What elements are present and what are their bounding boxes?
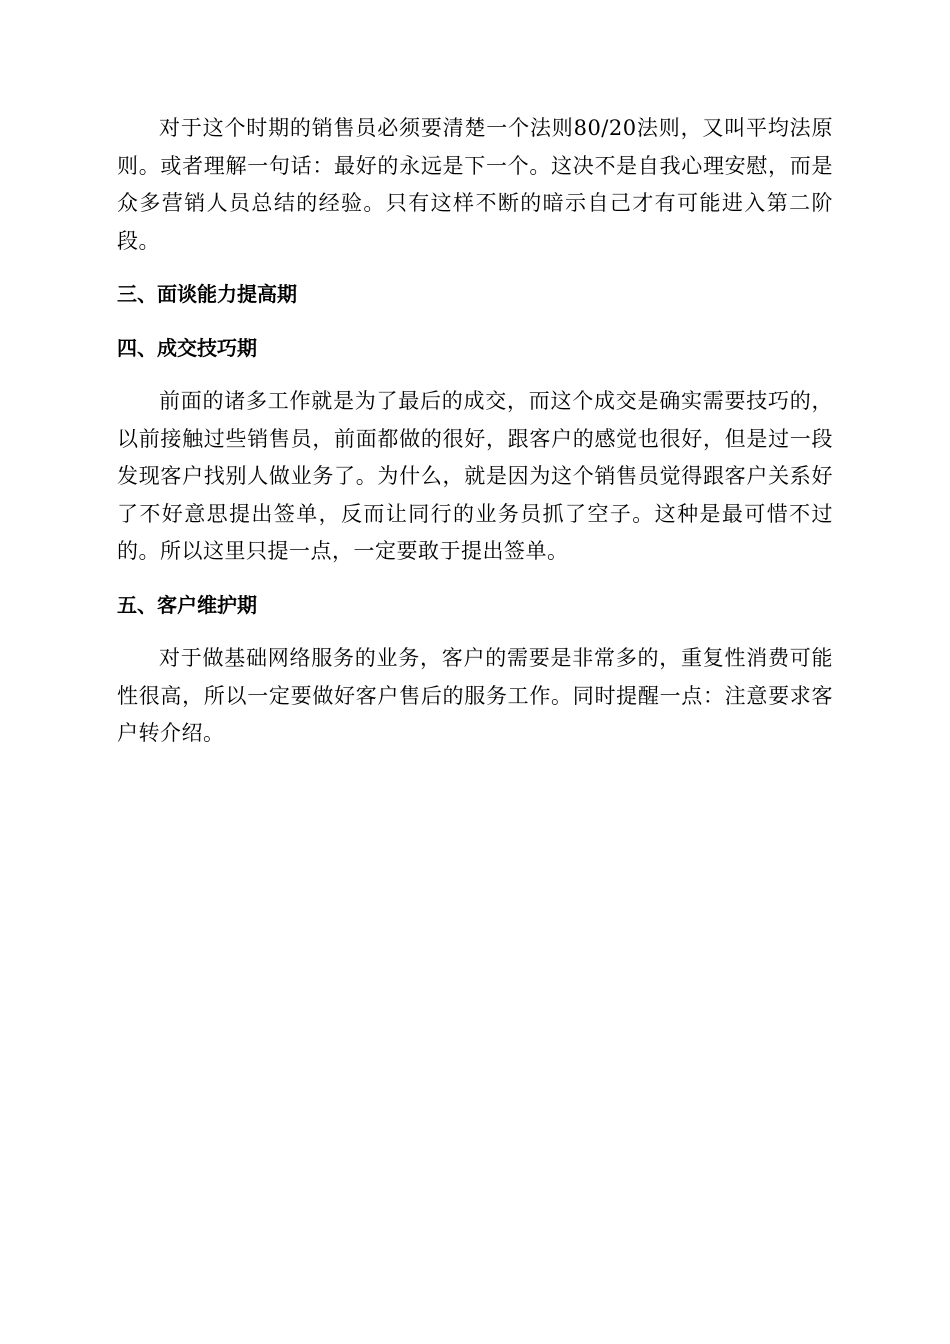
heading-interview-skill: 三、面谈能力提高期 bbox=[117, 282, 297, 306]
paragraph-sales-rule: 对于这个时期的销售员必须要清楚一个法则80/20法则，又叫平均法原则。或者理解一句话：最好的永远是下一个。这决不是自我心理安慰，而是众多营销人员总结的经验。只有这样不断的暗示自己才有可能进入第二阶段。 bbox=[117, 116, 833, 253]
paragraph-closing: 前面的诸多工作就是为了最后的成交，而这个成交是确实需要技巧的，以前接触过些销售员，前面都做的很好，跟客户的感觉也很好，但是过一段发现客户找别人做业务了。为什么，就是因为这个销售员觉得跟客户关系好了不好意思提出签单，反而让同行的业务员抓了空子。这种是最可惜不过的。所以这里只提一点，一定要敢于提出签单。 bbox=[117, 389, 833, 563]
heading-customer-maintenance: 五、客户维护期 bbox=[117, 592, 257, 617]
heading-closing-skill: 四、成交技巧期 bbox=[117, 335, 257, 360]
document-body bbox=[117, 110, 833, 769]
paragraph-maintenance: 对于做基础网络服务的业务，客户的需要是非常多的，重复性消费可能性很高，所以一定要做好客户售后的服务工作。同时提醒一点：注意要求客户转介绍。 bbox=[117, 646, 833, 745]
